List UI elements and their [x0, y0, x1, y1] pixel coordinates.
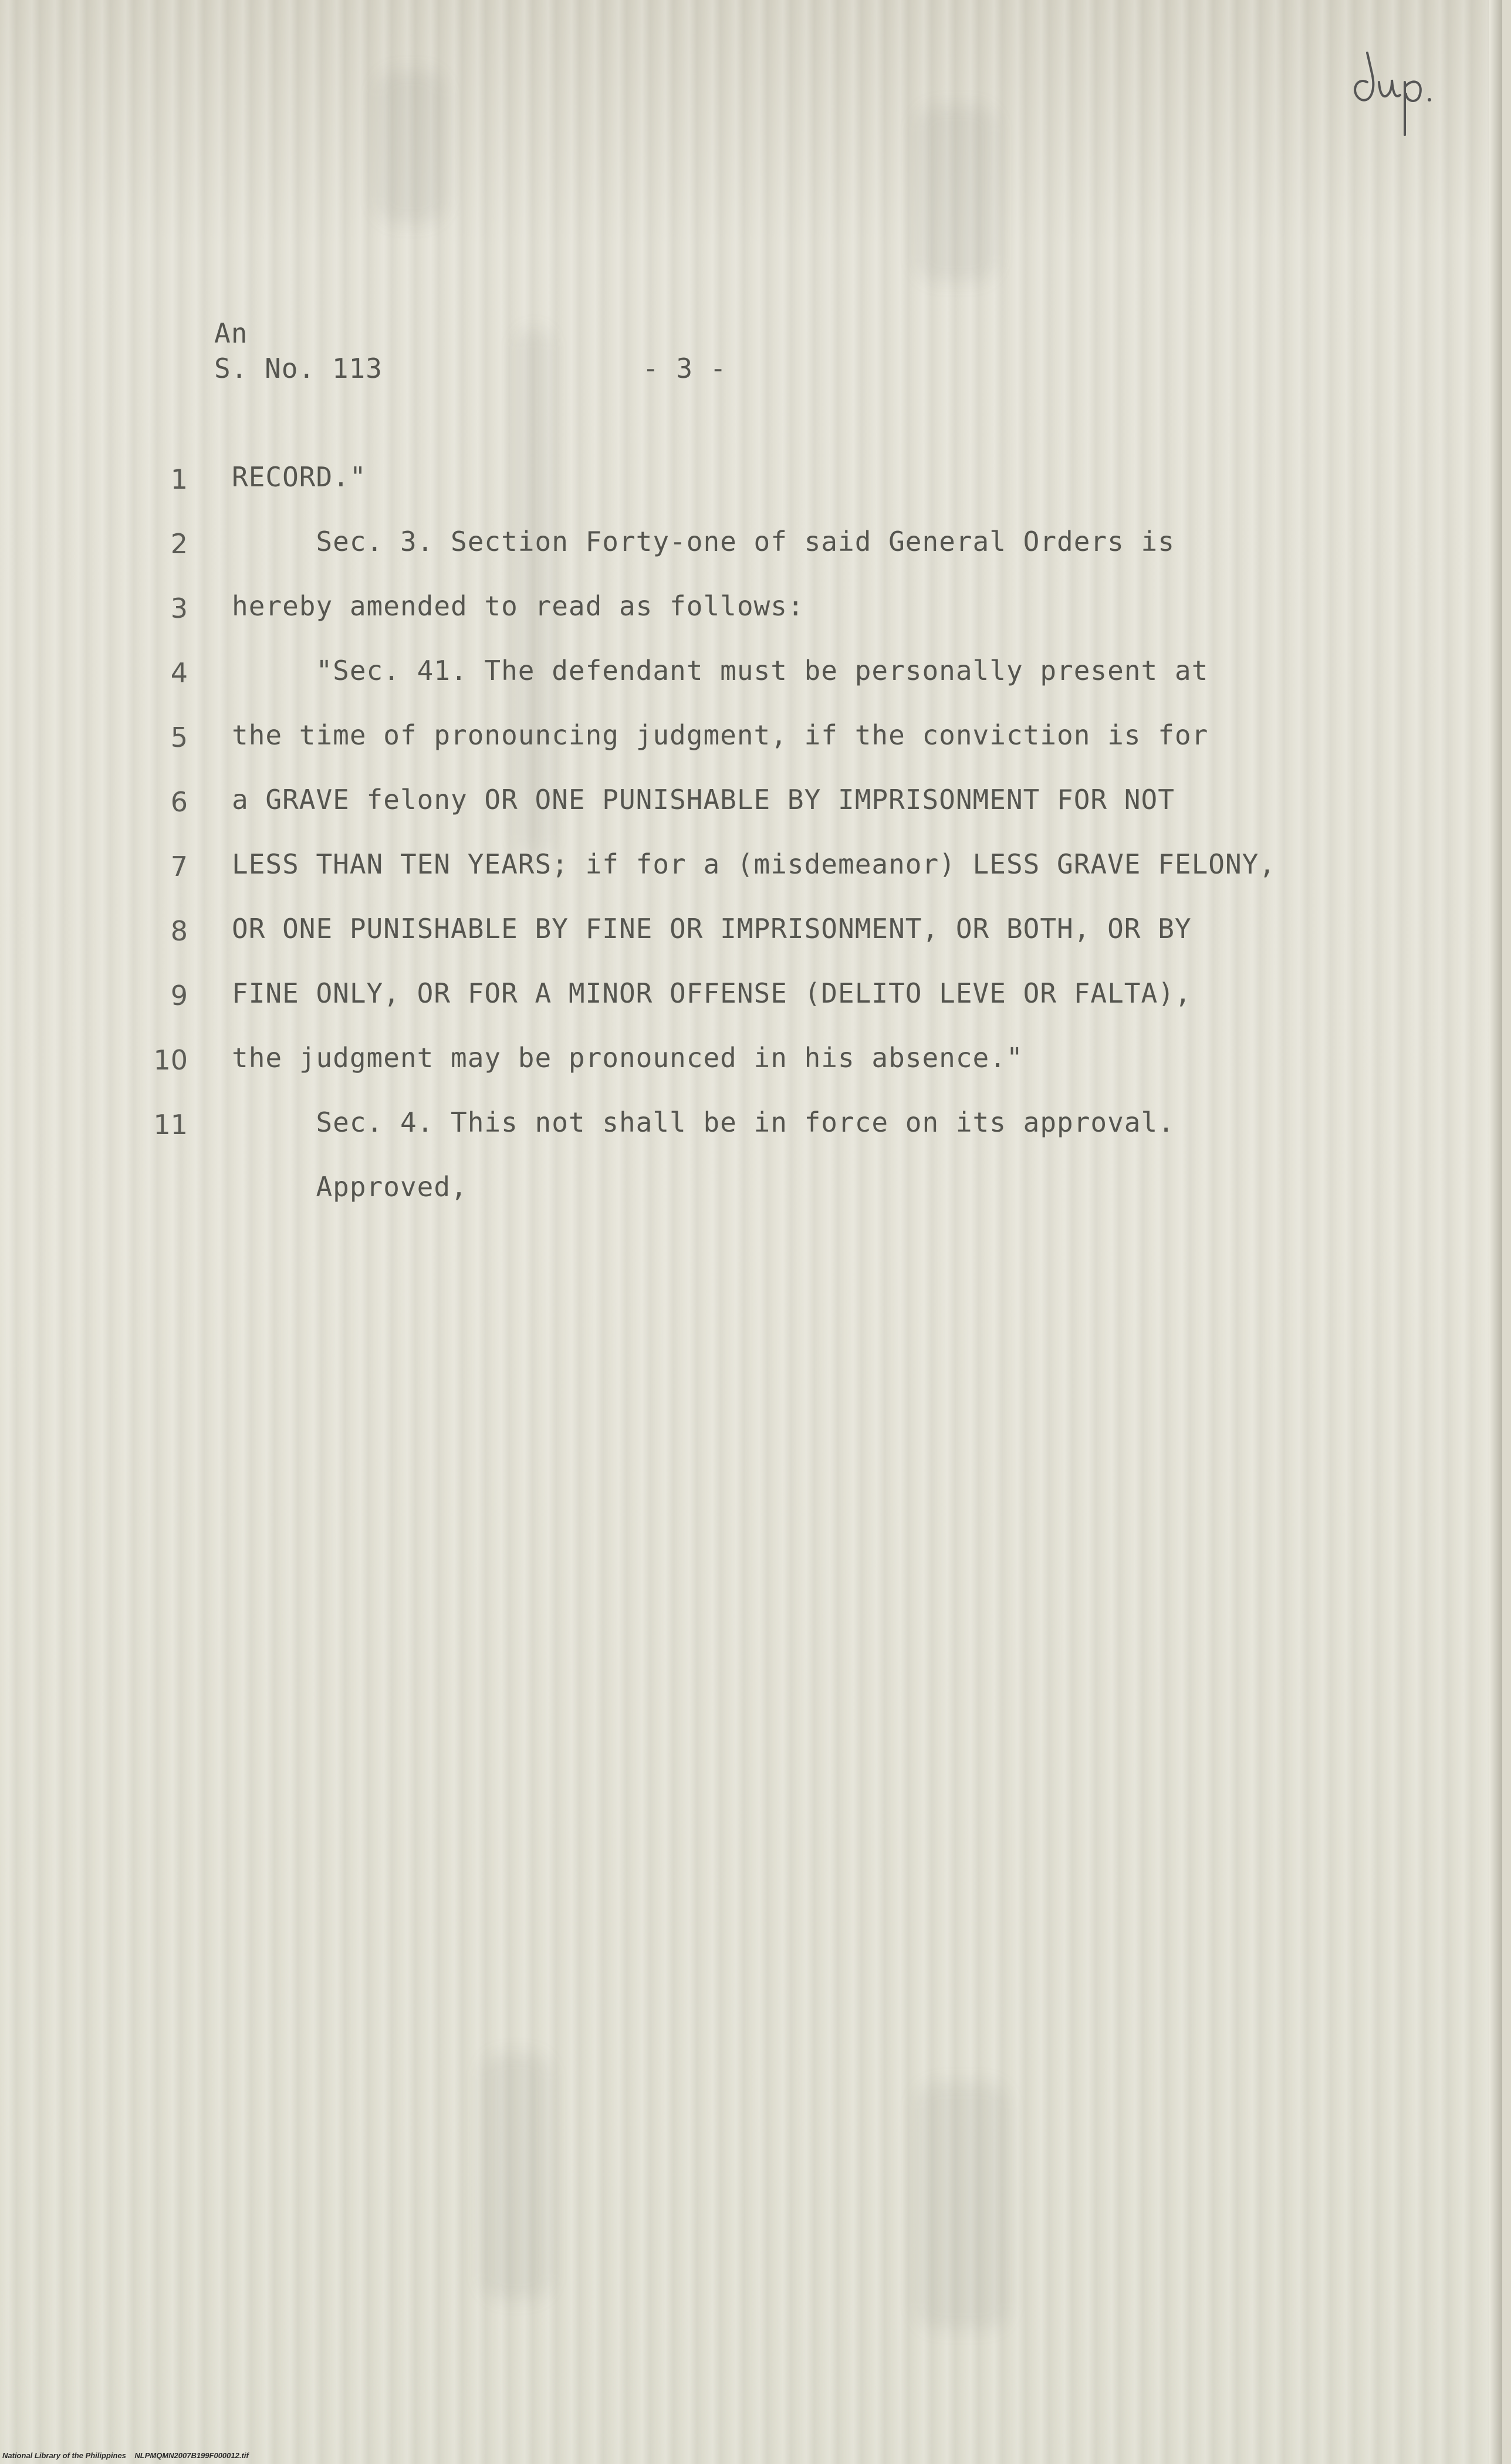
smudge — [915, 106, 998, 282]
smudge — [481, 2053, 552, 2300]
text-line: FINE ONLY, OR FOR A MINOR OFFENSE (DELITO LEVE OR FALTA), — [232, 977, 1192, 1009]
bill-number: S. No. 113 — [214, 353, 383, 384]
line-number: 10 — [153, 1044, 188, 1076]
text-line: a GRAVE felony OR ONE PUNISHABLE BY IMPRISONMENT FOR NOT — [232, 784, 1175, 815]
handwritten-dup-mark — [1344, 41, 1438, 141]
line-number: 6 — [170, 786, 188, 818]
line-number: 1 — [170, 463, 188, 495]
text-line: the judgment may be pronounced in his absence." — [232, 1042, 1023, 1074]
text-line: RECORD." — [232, 461, 367, 493]
line-number: 4 — [170, 657, 188, 689]
line-number: 7 — [170, 851, 188, 882]
line-number: 5 — [170, 722, 188, 753]
archive-footer: National Library of the Philippines NLPMQMN2007B199F000012.tif — [2, 2451, 249, 2460]
text-line: LESS THAN TEN YEARS; if for a (misdemeanor) LESS GRAVE FELONY, — [232, 848, 1276, 880]
text-line: Sec. 4. This not shall be in force on its approval. — [232, 1106, 1175, 1138]
line-number: 8 — [170, 915, 188, 947]
text-line: hereby amended to read as follows: — [232, 590, 804, 622]
text-line: Sec. 3. Section Forty-one of said General Orders is — [232, 526, 1175, 557]
text-line: "Sec. 41. The defendant must be personally present at — [232, 655, 1209, 686]
smudge — [376, 70, 446, 223]
closing-approved: Approved, — [232, 1171, 468, 1203]
line-number: 2 — [170, 528, 188, 560]
text-line: the time of pronouncing judgment, if the conviction is for — [232, 719, 1209, 751]
page-number: - 3 - — [643, 353, 727, 384]
page-edge — [1489, 0, 1502, 2464]
line-number: 3 — [170, 593, 188, 624]
handwritten-note — [1344, 41, 1438, 143]
line-number: 9 — [170, 980, 188, 1011]
smudge — [915, 2083, 1009, 2329]
line-number: 11 — [153, 1109, 188, 1140]
header-line-1: An — [214, 317, 248, 349]
text-line: OR ONE PUNISHABLE BY FINE OR IMPRISONMENT, OR BOTH, OR BY — [232, 913, 1192, 945]
